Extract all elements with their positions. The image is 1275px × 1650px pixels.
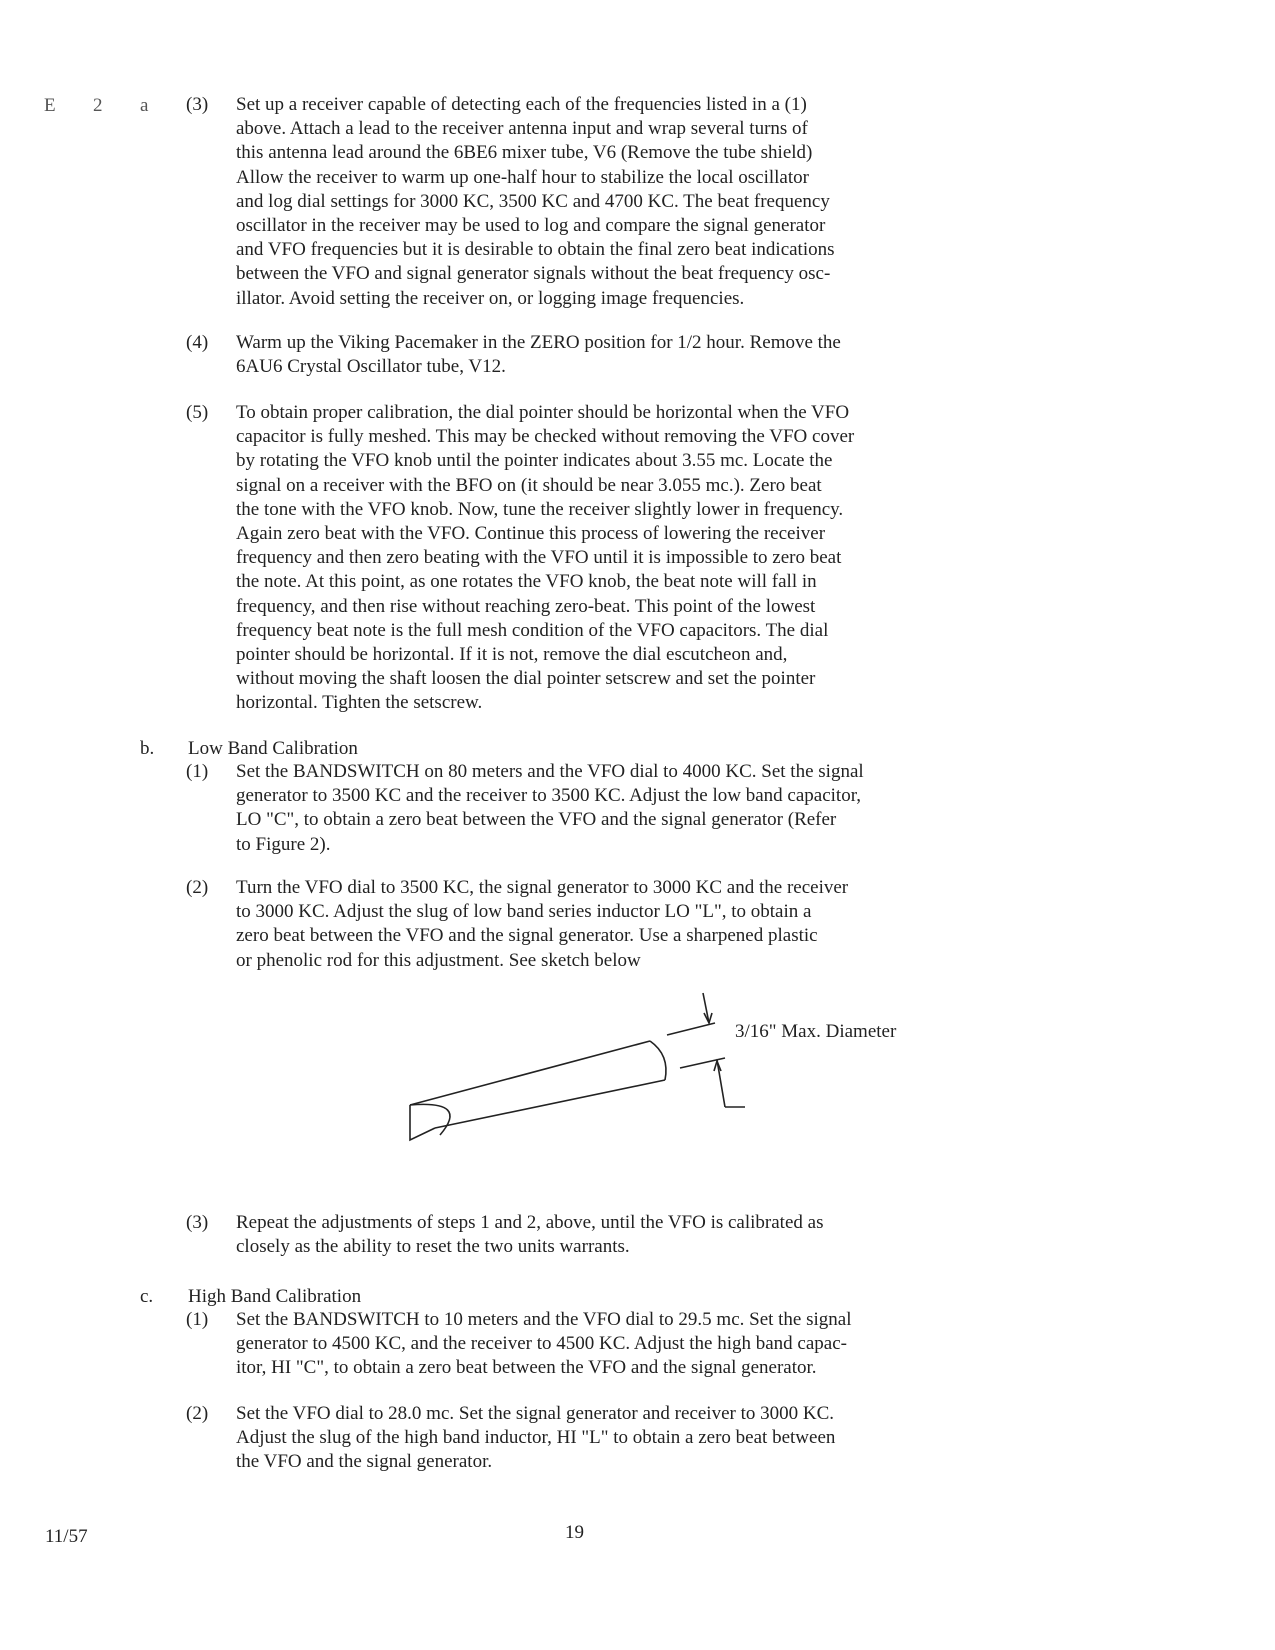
step-marker: (3) — [186, 1212, 209, 1233]
text-line: or phenolic rod for this adjustment. See sketch below — [236, 949, 641, 971]
text-line: without moving the shaft loosen the dial pointer setscrew and set the pointer — [236, 668, 816, 690]
sketch-label: 3/16" Max. Diameter — [735, 1021, 897, 1042]
paragraph-a4 — [236, 331, 841, 379]
text-line: oscillator in the receiver may be used to log and compare the signal generator — [236, 215, 826, 237]
text-line: 6AU6 Crystal Oscillator tube, V12. — [236, 356, 506, 378]
text-line: frequency beat note is the full mesh condition of the VFO capacitors. The dial — [236, 619, 829, 641]
text-line: zero beat between the VFO and the signal generator. Use a sharpened plastic — [236, 925, 818, 947]
step-marker: (4) — [186, 332, 209, 353]
sub-letter: a — [140, 95, 149, 116]
paragraph-b1 — [236, 760, 864, 857]
text-line: To obtain proper calibration, the dial pointer should be horizontal when the VFO — [236, 402, 850, 423]
step-number: 2 — [93, 95, 103, 116]
text-line: LO "C", to obtain a zero beat between the VFO and the signal generator (Refer — [236, 809, 837, 831]
text-line: between the VFO and signal generator signals without the beat frequency osc- — [236, 263, 831, 285]
text-line: Turn the VFO dial to 3500 KC, the signal generator to 3000 KC and the receiver — [236, 877, 849, 898]
text-line: the VFO and the signal generator. — [236, 1451, 493, 1473]
paragraph-c1 — [236, 1308, 852, 1381]
text-line: Allow the receiver to warm up one-half hour to stabilize the local oscillator — [236, 166, 809, 188]
footer-date: 11/57 — [45, 1526, 88, 1547]
text-line: Set up a receiver capable of detecting each of the frequencies listed in a (1) — [236, 94, 807, 115]
paragraph-a3 — [236, 93, 835, 311]
text-line: Set the BANDSWITCH to 10 meters and the VFO dial to 29.5 mc. Set the signal — [236, 1309, 852, 1330]
step-marker: (2) — [186, 877, 209, 898]
text-line: generator to 3500 KC and the receiver to 3500 KC. Adjust the low band capacitor, — [236, 785, 862, 807]
text-line: above. Attach a lead to the receiver antenna input and wrap several turns of — [236, 118, 808, 140]
paragraph-b2 — [236, 876, 848, 973]
text-line: signal on a receiver with the BFO on (it should be near 3.055 mc.). Zero beat — [236, 474, 822, 496]
page-number: 19 — [565, 1522, 584, 1543]
text-line: Warm up the Viking Pacemaker in the ZERO position for 1/2 hour. Remove the — [236, 332, 841, 353]
paragraph-a5 — [236, 401, 854, 716]
text-line: closely as the ability to reset the two units warrants. — [236, 1236, 630, 1258]
step-marker: (2) — [186, 1403, 209, 1424]
step-marker: (1) — [186, 1309, 209, 1330]
text-line: to Figure 2). — [236, 833, 331, 855]
step-marker: (5) — [186, 402, 209, 423]
text-line: itor, HI "C", to obtain a zero beat between the VFO and the signal generator. — [236, 1357, 817, 1379]
section-c-title: High Band Calibration — [188, 1286, 362, 1307]
text-line: Adjust the slug of the high band inductor, HI "L" to obtain a zero beat between — [236, 1427, 836, 1449]
text-line: to 3000 KC. Adjust the slug of low band series inductor LO "L", to obtain a — [236, 901, 812, 923]
step-marker: (1) — [186, 761, 209, 782]
text-line: frequency, and then rise without reaching zero-beat. This point of the lowest — [236, 595, 816, 617]
paragraph-c2 — [236, 1402, 835, 1475]
rod-sketch — [395, 985, 775, 1155]
section-c-letter: c. — [140, 1286, 154, 1307]
text-line: capacitor is fully meshed. This may be checked without removing the VFO cover — [236, 426, 855, 448]
section-b-letter: b. — [140, 738, 155, 759]
text-line: Repeat the adjustments of steps 1 and 2, above, until the VFO is calibrated as — [236, 1212, 824, 1233]
text-line: and VFO frequencies but it is desirable to obtain the final zero beat indications — [236, 239, 835, 261]
text-line: the tone with the VFO knob. Now, tune the receiver slightly lower in frequency. — [236, 498, 844, 520]
paragraph-b3 — [236, 1211, 823, 1259]
text-line: illator. Avoid setting the receiver on, or logging image frequencies. — [236, 287, 745, 309]
text-line: by rotating the VFO knob until the pointer indicates about 3.55 mc. Locate the — [236, 450, 833, 472]
text-line: Set the BANDSWITCH on 80 meters and the VFO dial to 4000 KC. Set the signal — [236, 761, 864, 782]
text-line: pointer should be horizontal. If it is not, remove the dial escutcheon and, — [236, 644, 788, 666]
section-letter: E — [44, 95, 56, 116]
text-line: Again zero beat with the VFO. Continue this process of lowering the receiver — [236, 523, 826, 545]
text-line: horizontal. Tighten the setscrew. — [236, 692, 483, 714]
text-line: Set the VFO dial to 28.0 mc. Set the signal generator and receiver to 3000 KC. — [236, 1403, 835, 1424]
section-b-title: Low Band Calibration — [188, 738, 358, 759]
step-marker: (3) — [186, 94, 209, 115]
text-line: and log dial settings for 3000 KC, 3500 KC and 4700 KC. The beat frequency — [236, 190, 830, 212]
text-line: the note. At this point, as one rotates the VFO knob, the beat note will fall in — [236, 571, 817, 593]
text-line: frequency and then zero beating with the VFO until it is impossible to zero beat — [236, 547, 842, 569]
text-line: this antenna lead around the 6BE6 mixer tube, V6 (Remove the tube shield) — [236, 142, 813, 164]
text-line: generator to 4500 KC, and the receiver to 4500 KC. Adjust the high band capac- — [236, 1333, 847, 1355]
